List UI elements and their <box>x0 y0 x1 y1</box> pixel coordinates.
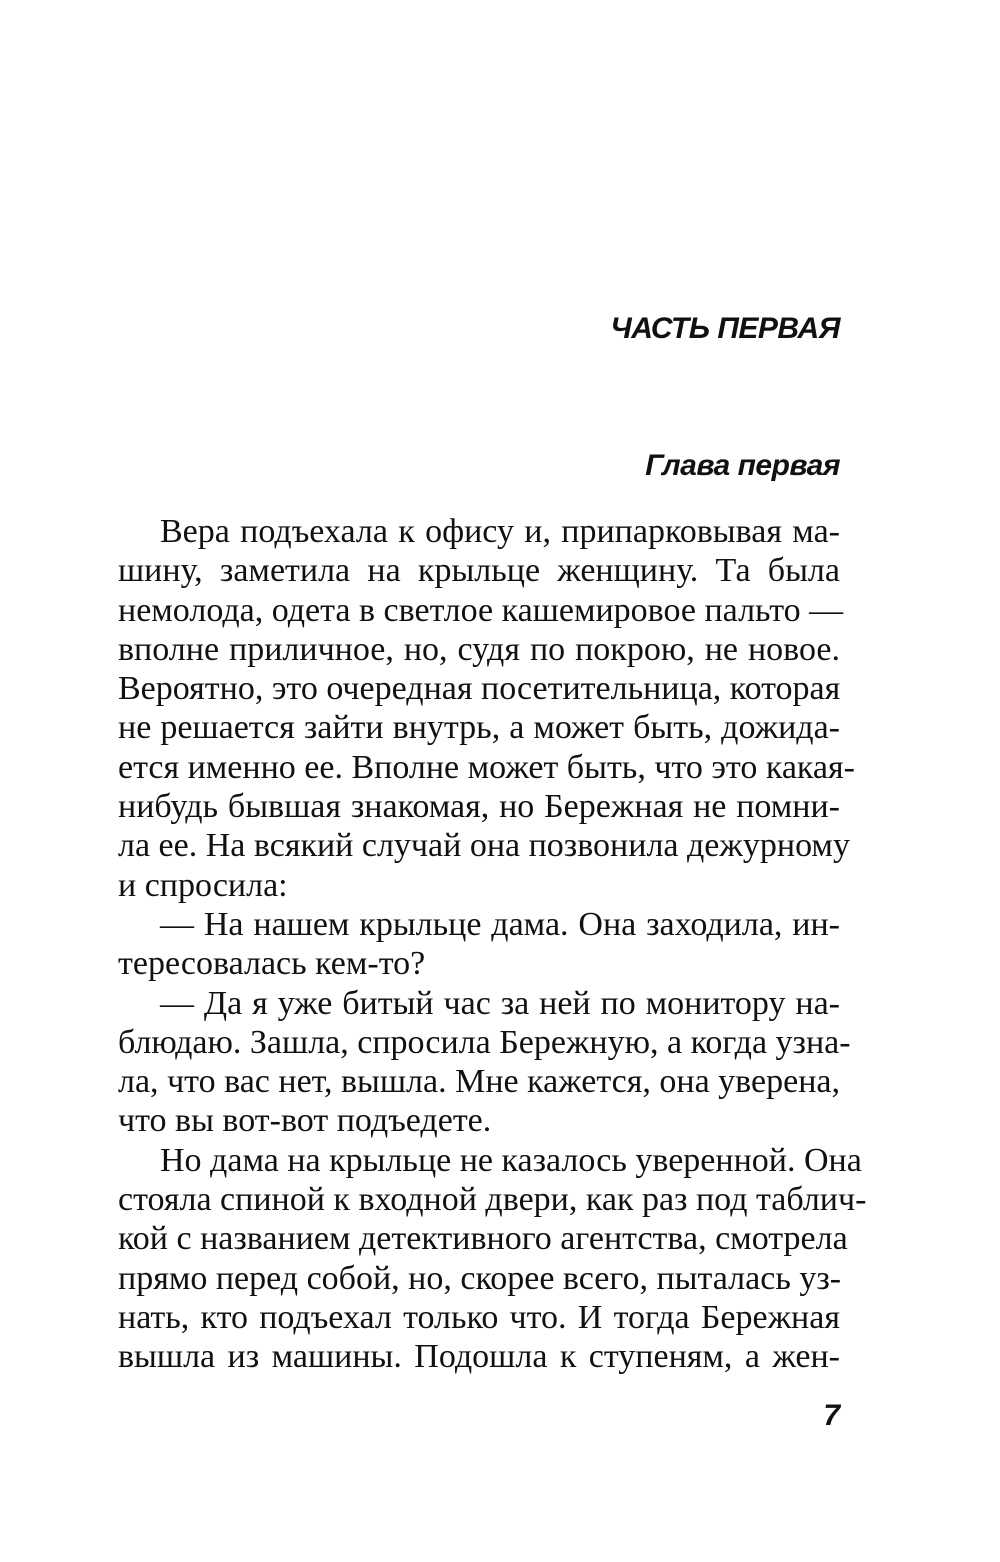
text-line: ла, что вас нет, вышла. Мне кажется, она уверена, <box>118 1063 840 1101</box>
text-line: вышла из машины. Подошла к ступеням, а жен- <box>118 1338 840 1376</box>
text-line: нибудь бывшая знакомая, но Бережная не помни- <box>118 788 840 826</box>
chapter-title: Глава первая <box>645 449 840 482</box>
text-line: Но дама на крыльце не казалось уверенной. Она <box>160 1141 862 1179</box>
text-line: стояла спиной к входной двери, как раз под таблич- <box>118 1181 867 1219</box>
text-line: — На нашем крыльце дама. Она заходила, ин- <box>160 905 840 943</box>
text-line: ла ее. На всякий случай она позвонила дежурному <box>118 827 850 865</box>
part-title: ЧАСТЬ ПЕРВАЯ <box>610 312 840 345</box>
text-line: не решается зайти внутрь, а может быть, дожида- <box>118 709 840 747</box>
text-line: вполне приличное, но, судя по покрою, не новое. <box>118 630 840 668</box>
text-line: — Да я уже битый час за ней по монитору на- <box>160 984 840 1022</box>
text-line: что вы вот-вот подъедете. <box>118 1102 492 1140</box>
text-line: шину, заметила на крыльце женщину. Та была <box>118 552 840 590</box>
page-number: 7 <box>823 1399 840 1432</box>
text-line: и спросила: <box>118 866 288 904</box>
text-line: тересовалась кем-то? <box>118 945 426 983</box>
text-line: Вероятно, это очередная посетительница, которая <box>118 670 841 708</box>
text-line: блюдаю. Зашла, спросила Бережную, а когда узна- <box>118 1023 851 1061</box>
text-line: Вера подъехала к офису и, припарковывая ма- <box>160 513 840 550</box>
body-text <box>118 512 867 1377</box>
text-line: нать, кто подъехал только что. И тогда Бережная <box>118 1298 840 1336</box>
text-line: ется именно ее. Вполне может быть, что это какая- <box>118 748 855 786</box>
text-line: немолода, одета в светлое кашемировое пальто — <box>118 591 844 629</box>
text-line: прямо перед собой, но, скорее всего, пыталась уз- <box>118 1259 842 1297</box>
text-line: кой с названием детективного агентства, смотрела <box>118 1220 848 1258</box>
